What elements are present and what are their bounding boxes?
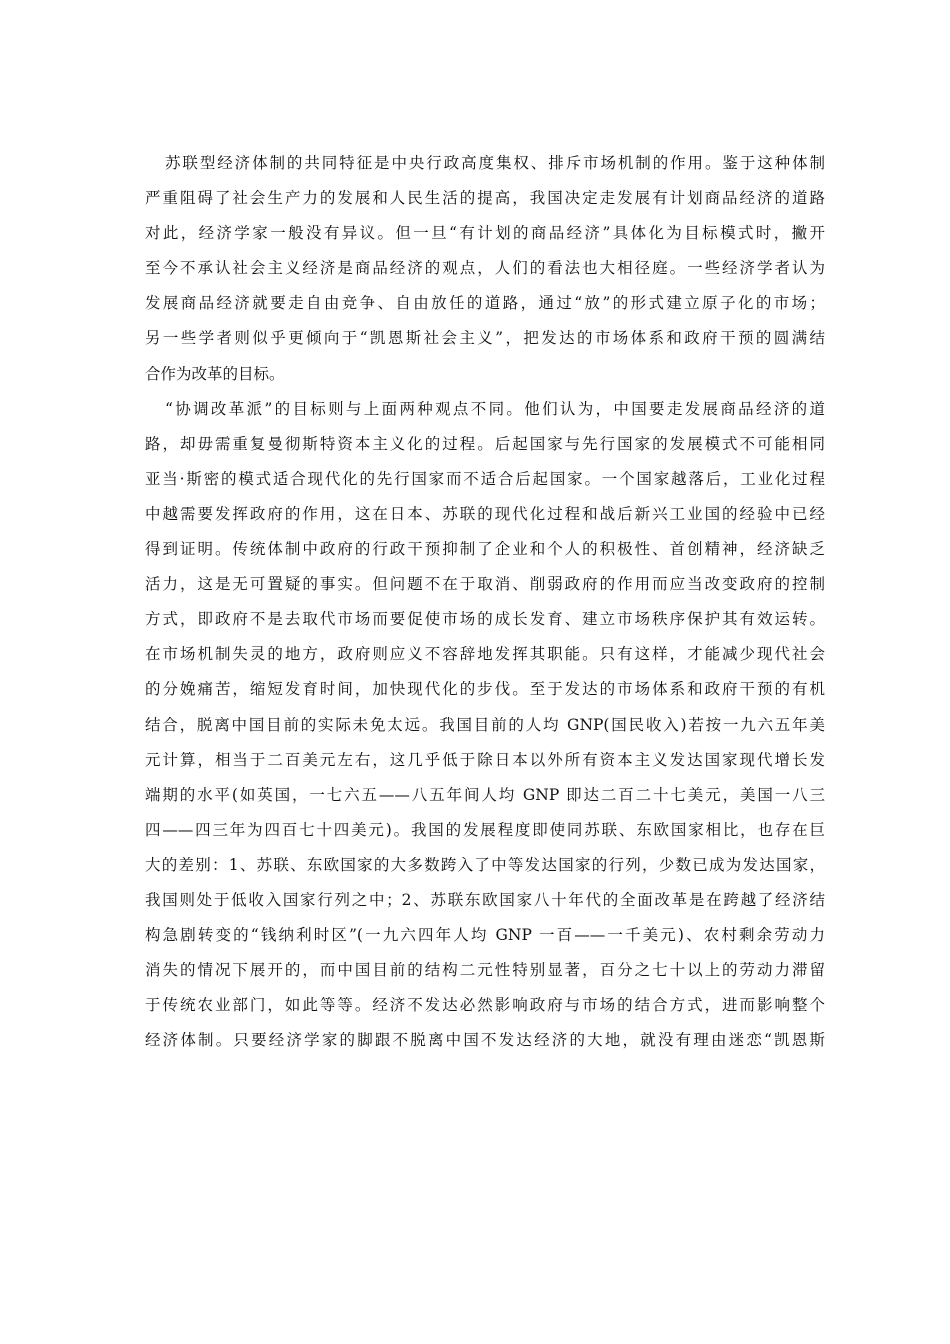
text-line: 苏联型经济体制的共同特征是中央行政高度集权、排斥市场机制的作用。鉴于这种体制 xyxy=(165,154,825,172)
text-line: 的分娩痛苦，缩短发育时间，加快现代化的步伐。至于发达的市场体系和政府干预的有机 xyxy=(145,680,825,699)
text-line: 中越需要发挥政府的作用，这在日本、苏联的现代化过程和战后新兴工业国的经验中已经 xyxy=(145,504,825,523)
paragraph-1 xyxy=(145,146,825,392)
body-text xyxy=(145,146,825,1058)
text-line: “协调改革派”的目标则与上面两种观点不同。他们认为，中国要走发展商品经济的道 xyxy=(165,399,825,418)
text-line: 得到证明。传统体制中政府的行政干预抑制了企业和个人的积极性、首创精神，经济缺乏 xyxy=(145,540,825,559)
text-line: 发展商品经济就要走自由竞争、自由放任的道路，通过“放”的形式建立原子化的市场； xyxy=(145,294,825,313)
text-line: 方式，即政府不是去取代市场而要促使市场的成长发育、建立市场秩序保护其有效运转。 xyxy=(145,610,825,629)
text-line: 另一些学者则似乎更倾向于“凯恩斯社会主义”，把发达的市场体系和政府干预的圆满结 xyxy=(145,329,825,348)
text-line: 至今不承认社会主义经济是商品经济的观点，人们的看法也大相径庭。一些经济学者认为 xyxy=(145,259,825,278)
text-line: 于传统农业部门，如此等等。经济不发达必然影响政府与市场的结合方式，进而影响整个 xyxy=(145,996,825,1015)
paragraph-2 xyxy=(145,392,825,1059)
text-line: 消失的情况下展开的，而中国目前的结构二元性特别显著，百分之七十以上的劳动力滞留 xyxy=(145,961,825,980)
text-line: 合作为改革的目标。 xyxy=(145,364,285,383)
text-line: 构急剧转变的“钱纳利时区”(一九六四年人均 GNP 一百——一千美元)、农村剩余劳动力 xyxy=(145,926,825,945)
text-line: 严重阻碍了社会生产力的发展和人民生活的提高，我国决定走发展有计划商品经济的道路 xyxy=(145,189,825,208)
text-line: 经济体制。只要经济学家的脚跟不脱离中国不发达经济的大地，就没有理由迷恋“凯恩斯 xyxy=(145,1031,825,1050)
text-line: 对此，经济学家一般没有异议。但一旦“有计划的商品经济”具体化为目标模式时，撇开 xyxy=(145,224,825,243)
text-line: 结合，脱离中国目前的实际未免太远。我国目前的人均 GNP(国民收入)若按一九六五年美 xyxy=(145,715,825,734)
text-line: 元计算，相当于二百美元左右，这几乎低于除日本以外所有资本主义发达国家现代增长发 xyxy=(145,750,825,769)
text-line: 亚当·斯密的模式适合现代化的先行国家而不适合后起国家。一个国家越落后，工业化过程 xyxy=(145,469,825,488)
text-line: 大的差别：1、苏联、东欧国家的大多数跨入了中等发达国家的行列，少数已成为发达国家， xyxy=(145,855,825,874)
text-line: 路，却毋需重复曼彻斯特资本主义化的过程。后起国家与先行国家的发展模式不可能相同 xyxy=(145,434,825,453)
text-line: 活力，这是无可置疑的事实。但问题不在于取消、削弱政府的作用而应当改变政府的控制 xyxy=(145,575,825,594)
text-line: 四——四三年为四百七十四美元)。我国的发展程度即使同苏联、东欧国家相比，也存在巨 xyxy=(145,820,825,839)
text-line: 端期的水平(如英国，一七六五——八五年间人均 GNP 即达二百二十七美元，美国一八三 xyxy=(145,785,825,804)
text-line: 我国则处于低收入国家行列之中；2、苏联东欧国家八十年代的全面改革是在跨越了经济结 xyxy=(145,890,825,909)
text-line: 在市场机制失灵的地方，政府则应义不容辞地发挥其职能。只有这样，才能减少现代社会 xyxy=(145,645,825,664)
